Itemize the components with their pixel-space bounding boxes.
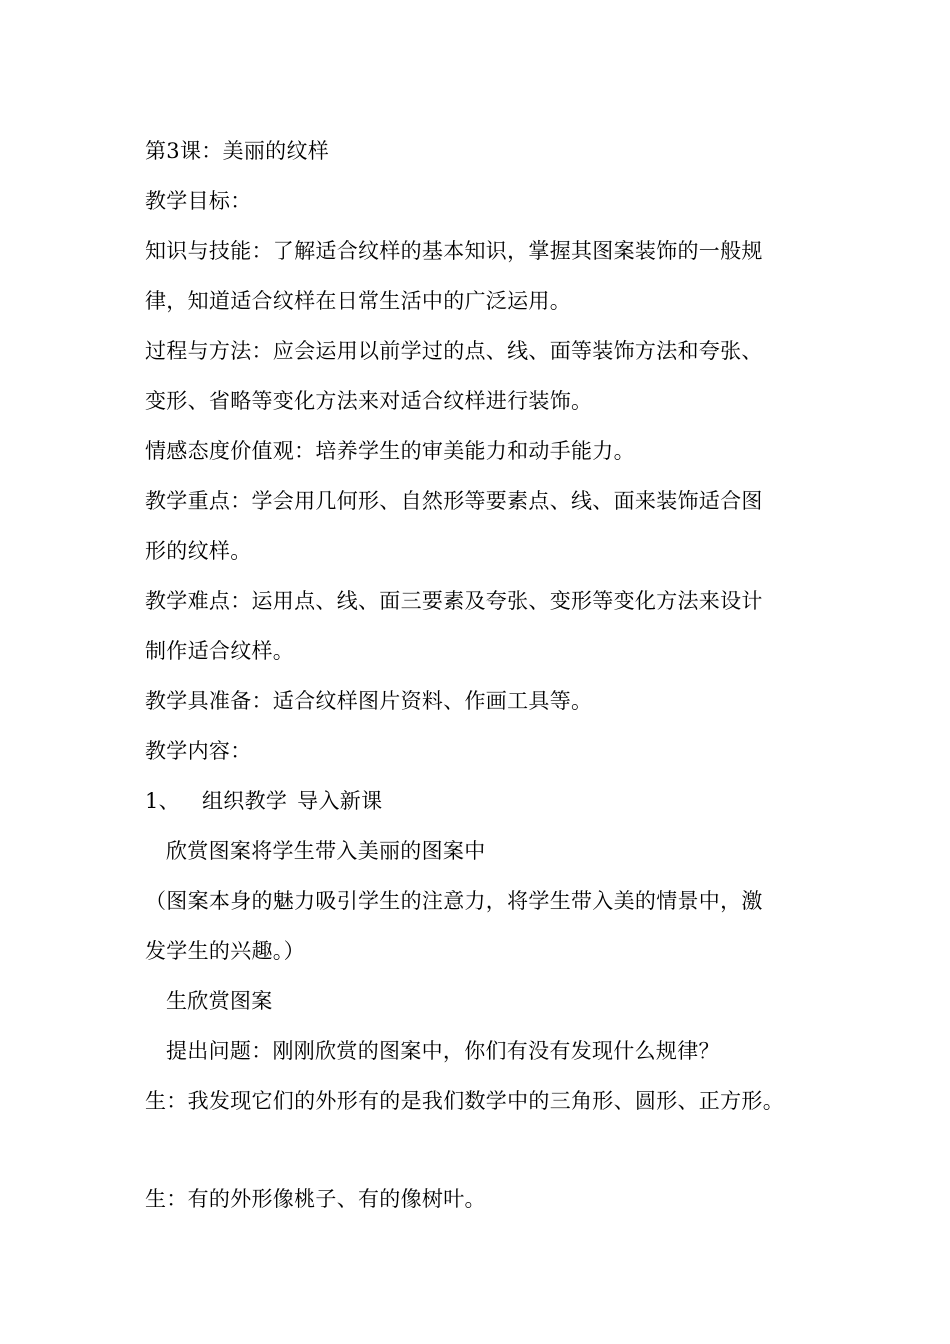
step-1-part-1: 组织教学 (201, 789, 288, 813)
answer-line-1: 生：我发现它们的外形有的是我们数学中的三角形、圆形、正方形。 (145, 1089, 784, 1113)
key-point-line-2: 形的纹样。 (145, 539, 252, 563)
note-line-1: （图案本身的魅力吸引学生的注意力，将学生带入美的情景中，激 (145, 889, 763, 913)
answer-line-2: 生：有的外形像桃子、有的像树叶。 (145, 1187, 486, 1211)
question-line: 提出问题：刚刚欣赏的图案中，你们有没有发现什么规律？ (166, 1039, 720, 1063)
note-line-2: 发学生的兴趣。） (145, 939, 305, 963)
step-1-line (145, 786, 382, 816)
appreciate-line: 欣赏图案将学生带入美丽的图案中 (166, 839, 486, 863)
lesson-title: 第3课：美丽的纹样 (145, 139, 330, 163)
process-line-2: 变形、省略等变化方法来对适合纹样进行装饰。 (145, 389, 593, 413)
preparation-line: 教学具准备：适合纹样图片资料、作画工具等。 (145, 689, 593, 713)
student-appreciate-line: 生欣赏图案 (166, 989, 273, 1013)
difficult-point-line-2: 制作适合纹样。 (145, 639, 295, 663)
process-line-1: 过程与方法：应会运用以前学过的点、线、面等装饰方法和夸张、 (145, 339, 763, 363)
emotion-line: 情感态度价值观：培养学生的审美能力和动手能力。 (145, 439, 635, 463)
key-point-line-1: 教学重点：学会用几何形、自然形等要素点、线、面来装饰适合图 (145, 489, 763, 513)
difficult-point-line-1: 教学难点：运用点、线、面三要素及夸张、变形等变化方法来设计 (145, 589, 763, 613)
knowledge-line-2: 律，知道适合纹样在日常生活中的广泛运用。 (145, 289, 571, 313)
step-1-part-2: 导入新课 (297, 789, 383, 813)
objectives-heading: 教学目标： (145, 189, 252, 213)
step-1-number: 1、 (145, 789, 180, 813)
knowledge-line-1: 知识与技能：了解适合纹样的基本知识，掌握其图案装饰的一般规 (145, 239, 763, 263)
content-heading: 教学内容： (145, 739, 252, 763)
